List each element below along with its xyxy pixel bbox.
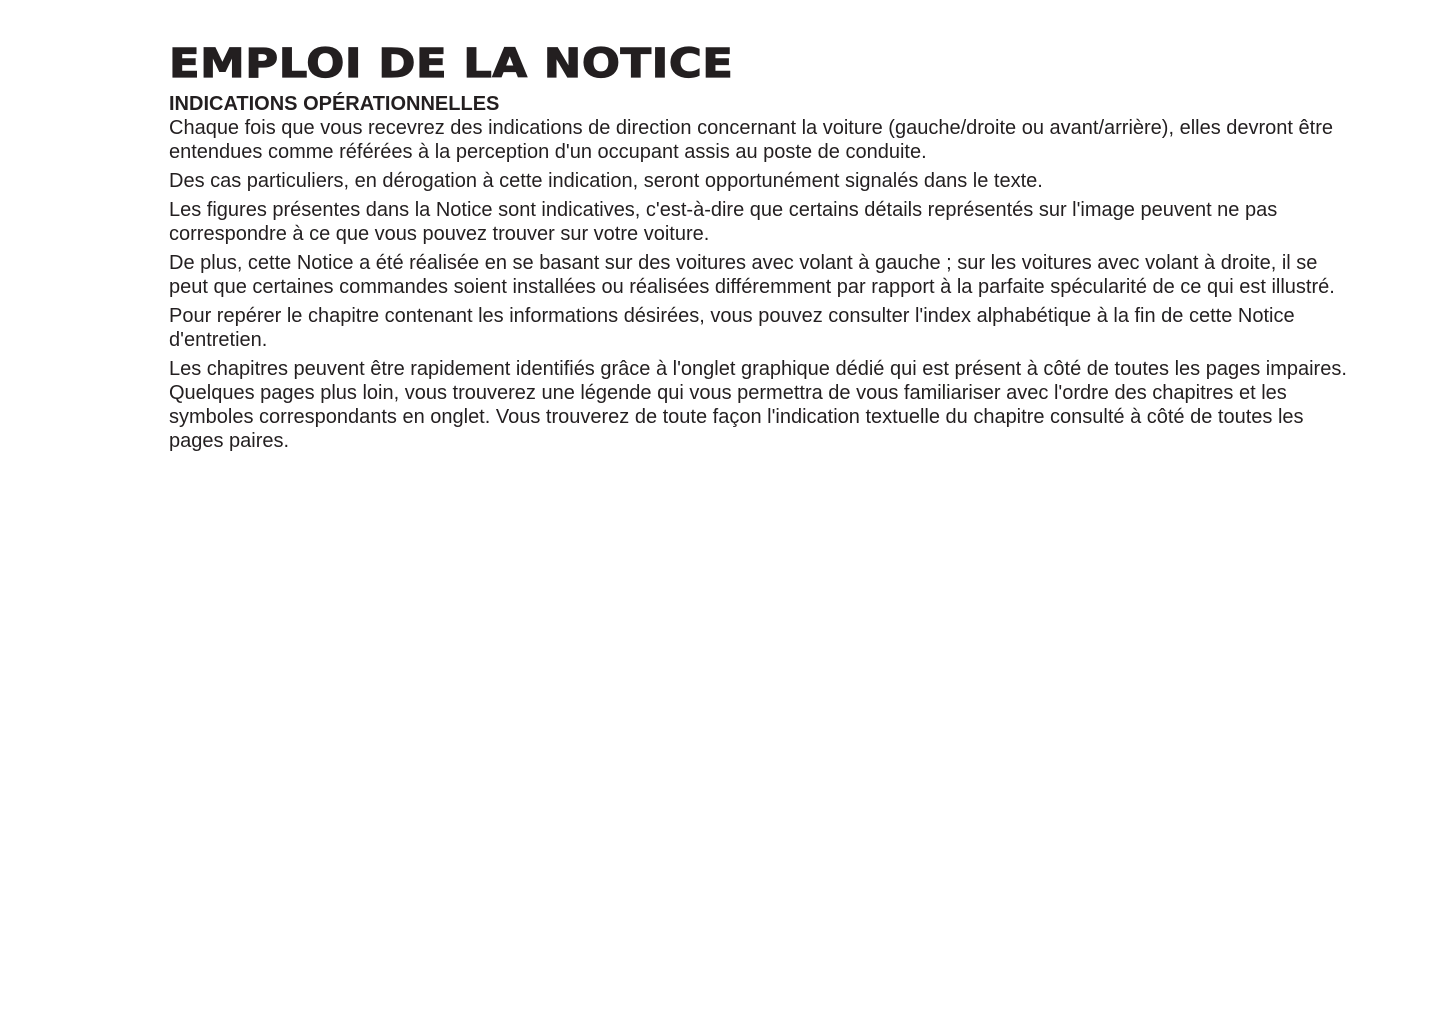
paragraph: Pour repérer le chapitre contenant les informations désirées, vous pouvez consulter l'index alphabétique à la fin de cette Notice d'entretien.: [169, 305, 1295, 351]
paragraph: Chaque fois que vous recevrez des indications de direction concernant la voiture (gauche/droite ou avant/arrière), elles devront être entendues comme référées à la perception d'un occupant assis au poste de conduite.: [169, 117, 1333, 163]
paragraph: Les chapitres peuvent être rapidement identifiés grâce à l'onglet graphique dédié qui est présent à côté de toutes les pages impaires. Quelques pages plus loin, vous trouverez une légende qui vous permettra de vous familiariser avec l'ordre des chapitres et les symboles correspondants en onglet. Vous trouverez de toute façon l'indication textuelle du chapitre consulté à côté de toutes les pages paires.: [169, 358, 1347, 452]
paragraph: Des cas particuliers, en dérogation à cette indication, seront opportunément signalés dans le texte.: [169, 170, 1043, 192]
paragraph: De plus, cette Notice a été réalisée en se basant sur des voitures avec volant à gauche ; sur les voitures avec volant à droite, il se peut que certaines commandes soient installées ou réalisées différemment par rapport à la parfaite spécularité de ce qui est illustré.: [169, 252, 1335, 298]
document-page: [169, 40, 1359, 458]
section-subtitle: INDICATIONS OPÉRATIONNELLES: [169, 93, 500, 115]
paragraph: Les figures présentes dans la Notice sont indicatives, c'est-à-dire que certains détails représentés sur l'image peuvent ne pas correspondre à ce que vous pouvez trouver sur votre voiture.: [169, 199, 1278, 245]
body-text: [169, 116, 1359, 453]
page-title: EMPLOI DE LA NOTICE: [169, 41, 734, 87]
